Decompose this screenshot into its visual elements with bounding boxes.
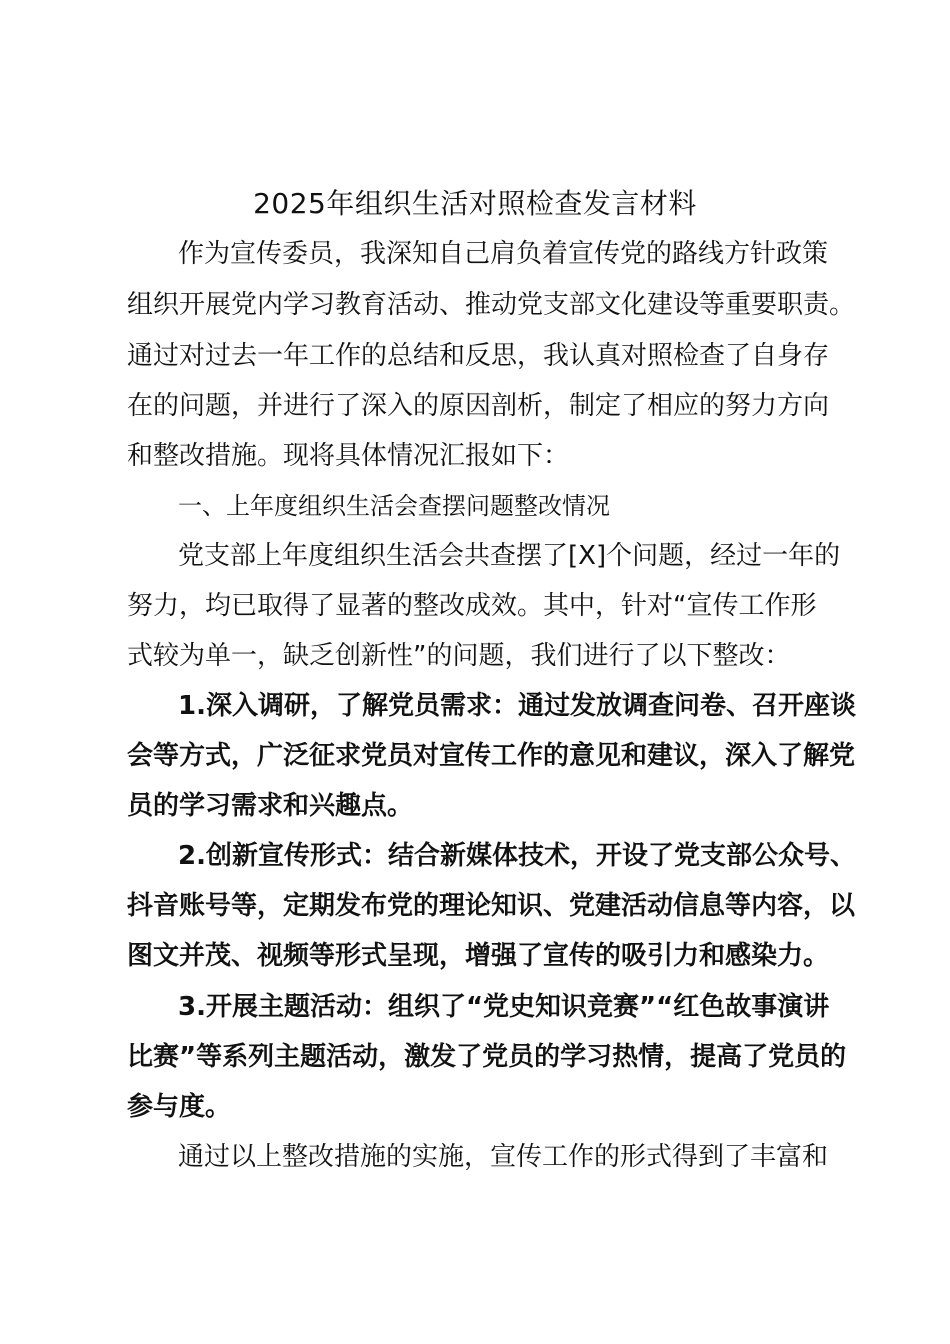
paragraph-line: 式较为单一，缺乏创新性”的问题，我们进行了以下整改：	[127, 641, 791, 671]
bold-item-line: 会等方式，广泛征求党员对宣传工作的意见和建议，深入了解党	[127, 741, 856, 771]
paragraph-line: 在的问题，并进行了深入的原因剖析，制定了相应的努力方向	[127, 391, 830, 421]
paragraph-line: 作为宣传委员，我深知自己肩负着宣传党的路线方针政策	[178, 239, 829, 269]
bold-item-line: 员的学习需求和兴趣点。	[127, 791, 414, 821]
bold-item-line: 图文并茂、视频等形式呈现，增强了宣传的吸引力和感染力。	[127, 941, 830, 971]
document-title: 2025年组织生活对照检查发言材料	[253, 187, 697, 220]
bold-item-line: 3.开展主题活动：组织了“党史知识竞赛”“红色故事演讲	[178, 992, 830, 1022]
section-heading: 一、上年度组织生活会查摆问题整改情况	[178, 492, 610, 520]
paragraph-line: 努力，均已取得了显著的整改成效。其中，针对“宣传工作形	[127, 591, 817, 621]
bold-item-line: 抖音账号等，定期发布党的理论知识、党建活动信息等内容，以	[127, 891, 856, 921]
paragraph-line: 组织开展党内学习教育活动、推动党支部文化建设等重要职责。	[127, 290, 856, 320]
bold-item-line: 参与度。	[127, 1092, 232, 1122]
paragraph-line: 通过对过去一年工作的总结和反思，我认真对照检查了自身存	[127, 341, 830, 371]
bold-item-line: 1.深入调研，了解党员需求：通过发放调查问卷、召开座谈	[178, 691, 856, 721]
paragraph-line: 党支部上年度组织生活会共查摆了[X]个问题，经过一年的	[178, 541, 841, 571]
paragraph-line: 通过以上整改措施的实施，宣传工作的形式得到了丰富和	[178, 1142, 829, 1172]
paragraph-line: 和整改措施。现将具体情况汇报如下：	[127, 441, 570, 471]
bold-item-line: 2.创新宣传形式：结合新媒体技术，开设了党支部公众号、	[178, 841, 856, 871]
bold-item-line: 比赛”等系列主题活动，激发了党员的学习热情，提高了党员的	[127, 1042, 847, 1072]
